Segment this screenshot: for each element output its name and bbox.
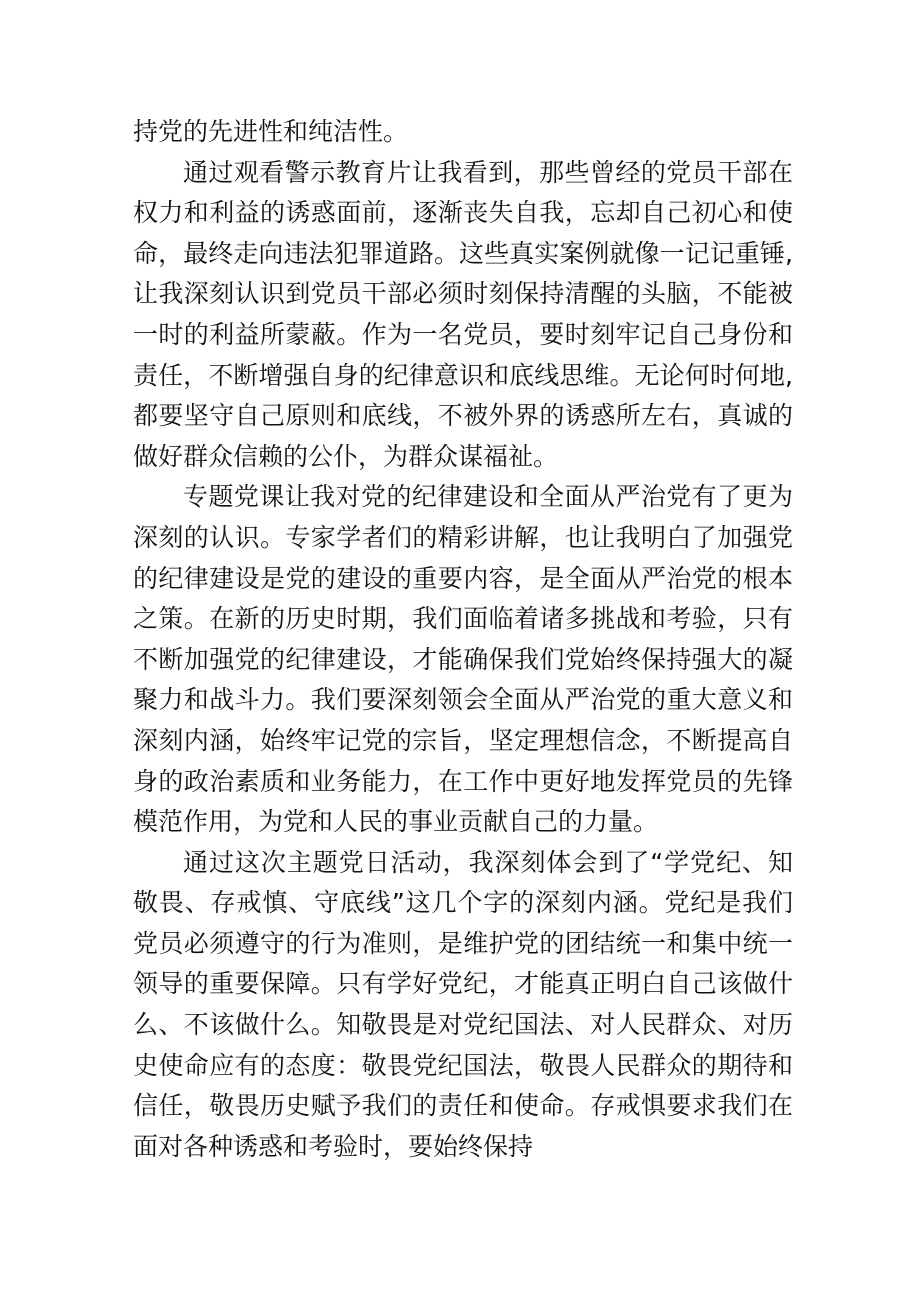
paragraph-warning-education: 通过观看警示教育片让我看到，那些曾经的党员干部在权力和利益的诱惑面前，逐渐丧失自我，忘却自己初心和使命，最终走向违法犯罪道路。这些真实案例就像一记记重锤,让我深刻认识到党员干部必须时刻保持清醒的头脑，不能被一时的利益所蒙蔽。作为一名党员，要时刻牢记自己身份和责任，不断增强自身的纪律意识和底线思维。无论何时何地,都要坚守自己原则和底线，不被外界的诱惑所左右，真诚的做好群众信赖的公仆，为群众谋福祉。 <box>133 157 793 471</box>
paragraph-continuation: 持党的先进性和纯洁性。 <box>133 117 409 146</box>
paragraph-theme-party-day: 通过这次主题党日活动，我深刻体会到了“学党纪、知敬畏、存戒慎、守底线”这几个字的深刻内涵。党纪是我们党员必须遵守的行为准则，是维护党的团结统一和集中统一领导的重要保障。只有学好党纪，才能真正明白自己该做什么、不该做什么。知敬畏是对党纪国法、对人民群众、对历史使命应有的态度：敬畏党纪国法，敬畏人民群众的期待和信任，敬畏历史赋予我们的责任和使命。存戒惧要求我们在面对各种诱惑和考验时，要始终保持 <box>133 847 793 1161</box>
document-body <box>133 112 793 1167</box>
paragraph-party-lecture: 专题党课让我对党的纪律建设和全面从严治党有了更为深刻的认识。专家学者们的精彩讲解，也让我明白了加强党的纪律建设是党的建设的重要内容，是全面从严治党的根本之策。在新的历史时期，我们面临着诸多挑战和考验，只有不断加强党的纪律建设，才能确保我们党始终保持强大的凝聚力和战斗力。我们要深刻领会全面从严治党的重大意义和深刻内涵，始终牢记党的宗旨，坚定理想信念，不断提高自身的政治素质和业务能力，在工作中更好地发挥党员的先锋模范作用，为党和人民的事业贡献自己的力量。 <box>133 482 793 837</box>
